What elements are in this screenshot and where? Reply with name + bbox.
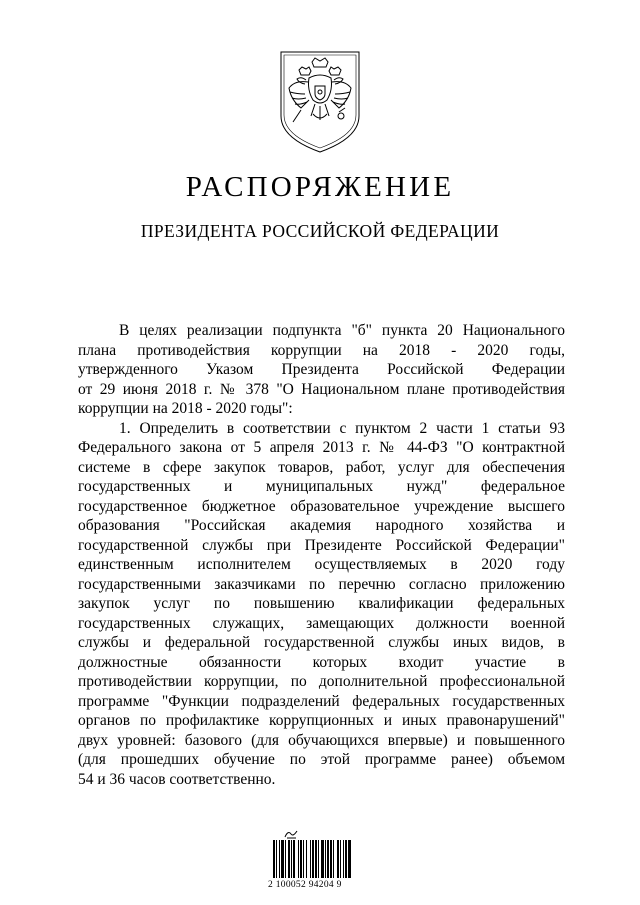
document-subtitle: ПРЕЗИДЕНТА РОССИЙСКОЙ ФЕДЕРАЦИИ [140, 221, 500, 241]
barcode-bar [285, 840, 286, 878]
body-line: органов по профилактике коррупционных и иных правонарушений" [78, 712, 565, 729]
stamp-mark-icon [284, 828, 298, 839]
document-body [78, 321, 565, 789]
body-line: 54 и 36 часов соответственно. [78, 770, 276, 788]
barcode-bar [303, 840, 304, 878]
body-line: 1. Определить в соответствии с пунктом 2 части 1 статьи 93 [119, 419, 565, 437]
body-line: закупок услуг по повышению квалификации федеральных [78, 595, 565, 612]
barcode [272, 840, 374, 878]
body-line: плана противодействия коррупции на 2018 - 2020 годы, [78, 341, 565, 359]
body-line: системе в сфере закупок товаров, работ, услуг для обеспечения [78, 458, 565, 476]
barcode-number: 2 100052 94204 9 [268, 880, 342, 890]
document-title: РАСПОРЯЖЕНИЕ [185, 171, 455, 203]
barcode-bar [293, 840, 295, 878]
body-line: В целях реализации подпункта "б" пункта 20 Национального [119, 322, 565, 339]
barcode-bar [340, 840, 341, 878]
barcode-bar [300, 840, 302, 878]
body-line: службы и федеральной государственной службы иных видов, в [78, 634, 565, 651]
body-line: единственным исполнителем осуществляемых в 2020 году [78, 556, 565, 573]
barcode-bar [298, 840, 299, 878]
body-line: коррупции на 2018 - 2020 годы": [78, 400, 293, 417]
barcode-bar [281, 840, 284, 878]
barcode-bar [318, 840, 319, 878]
body-line: Федерального закона от 5 апреля 2013 г. № 44-ФЗ "О контрактной [78, 439, 565, 456]
barcode-bar [343, 840, 344, 878]
body-line: государственное бюджетное образовательное учреждение высшего [78, 497, 565, 515]
barcode-bar [325, 840, 326, 878]
body-line: от 29 июня 2018 г. № 378 "О Национальном плане противодействия [78, 380, 565, 398]
barcode-bar [291, 840, 292, 878]
body-line: должностные обязанности которых входит участие в [78, 653, 565, 671]
barcode-bar [337, 840, 339, 878]
body-line: государственными заказчиками по перечню согласно приложению [78, 575, 565, 593]
barcode-bar [345, 840, 347, 878]
body-line: утвержденного Указом Президента Российской Федерации [78, 361, 565, 378]
body-line: (для прошедших обучение по этой программе ранее) объемом [78, 751, 565, 768]
barcode-bar [279, 840, 280, 878]
barcode-bar [288, 840, 290, 878]
barcode-bar [327, 840, 329, 878]
body-line: образования "Российская академия народного хозяйства и [78, 517, 565, 534]
barcode-bar [273, 840, 275, 878]
body-line: государственной службы при Президенте Российской Федерации" [78, 536, 565, 554]
barcode-bar [330, 840, 332, 878]
coat-of-arms-emblem [275, 50, 365, 154]
body-line: государственных служащих, замещающих должности военной [78, 614, 565, 632]
barcode-bar [276, 840, 277, 878]
body-line: программе "Функции подразделений федеральных государственных [78, 692, 565, 710]
barcode-bar [315, 840, 317, 878]
body-line: противодействии коррупции, по дополнительной профессиональной [78, 673, 565, 690]
barcode-bar [333, 840, 334, 878]
barcode-bar [312, 840, 314, 878]
body-line: государственных и муниципальных нужд" федеральное [78, 478, 565, 495]
barcode-bar [321, 840, 324, 878]
barcode-bar [310, 840, 311, 878]
barcode-bar [306, 840, 307, 878]
barcode-bar [348, 840, 351, 878]
body-line: двух уровней: базового (для обучающихся впервые) и повышенного [78, 731, 565, 749]
